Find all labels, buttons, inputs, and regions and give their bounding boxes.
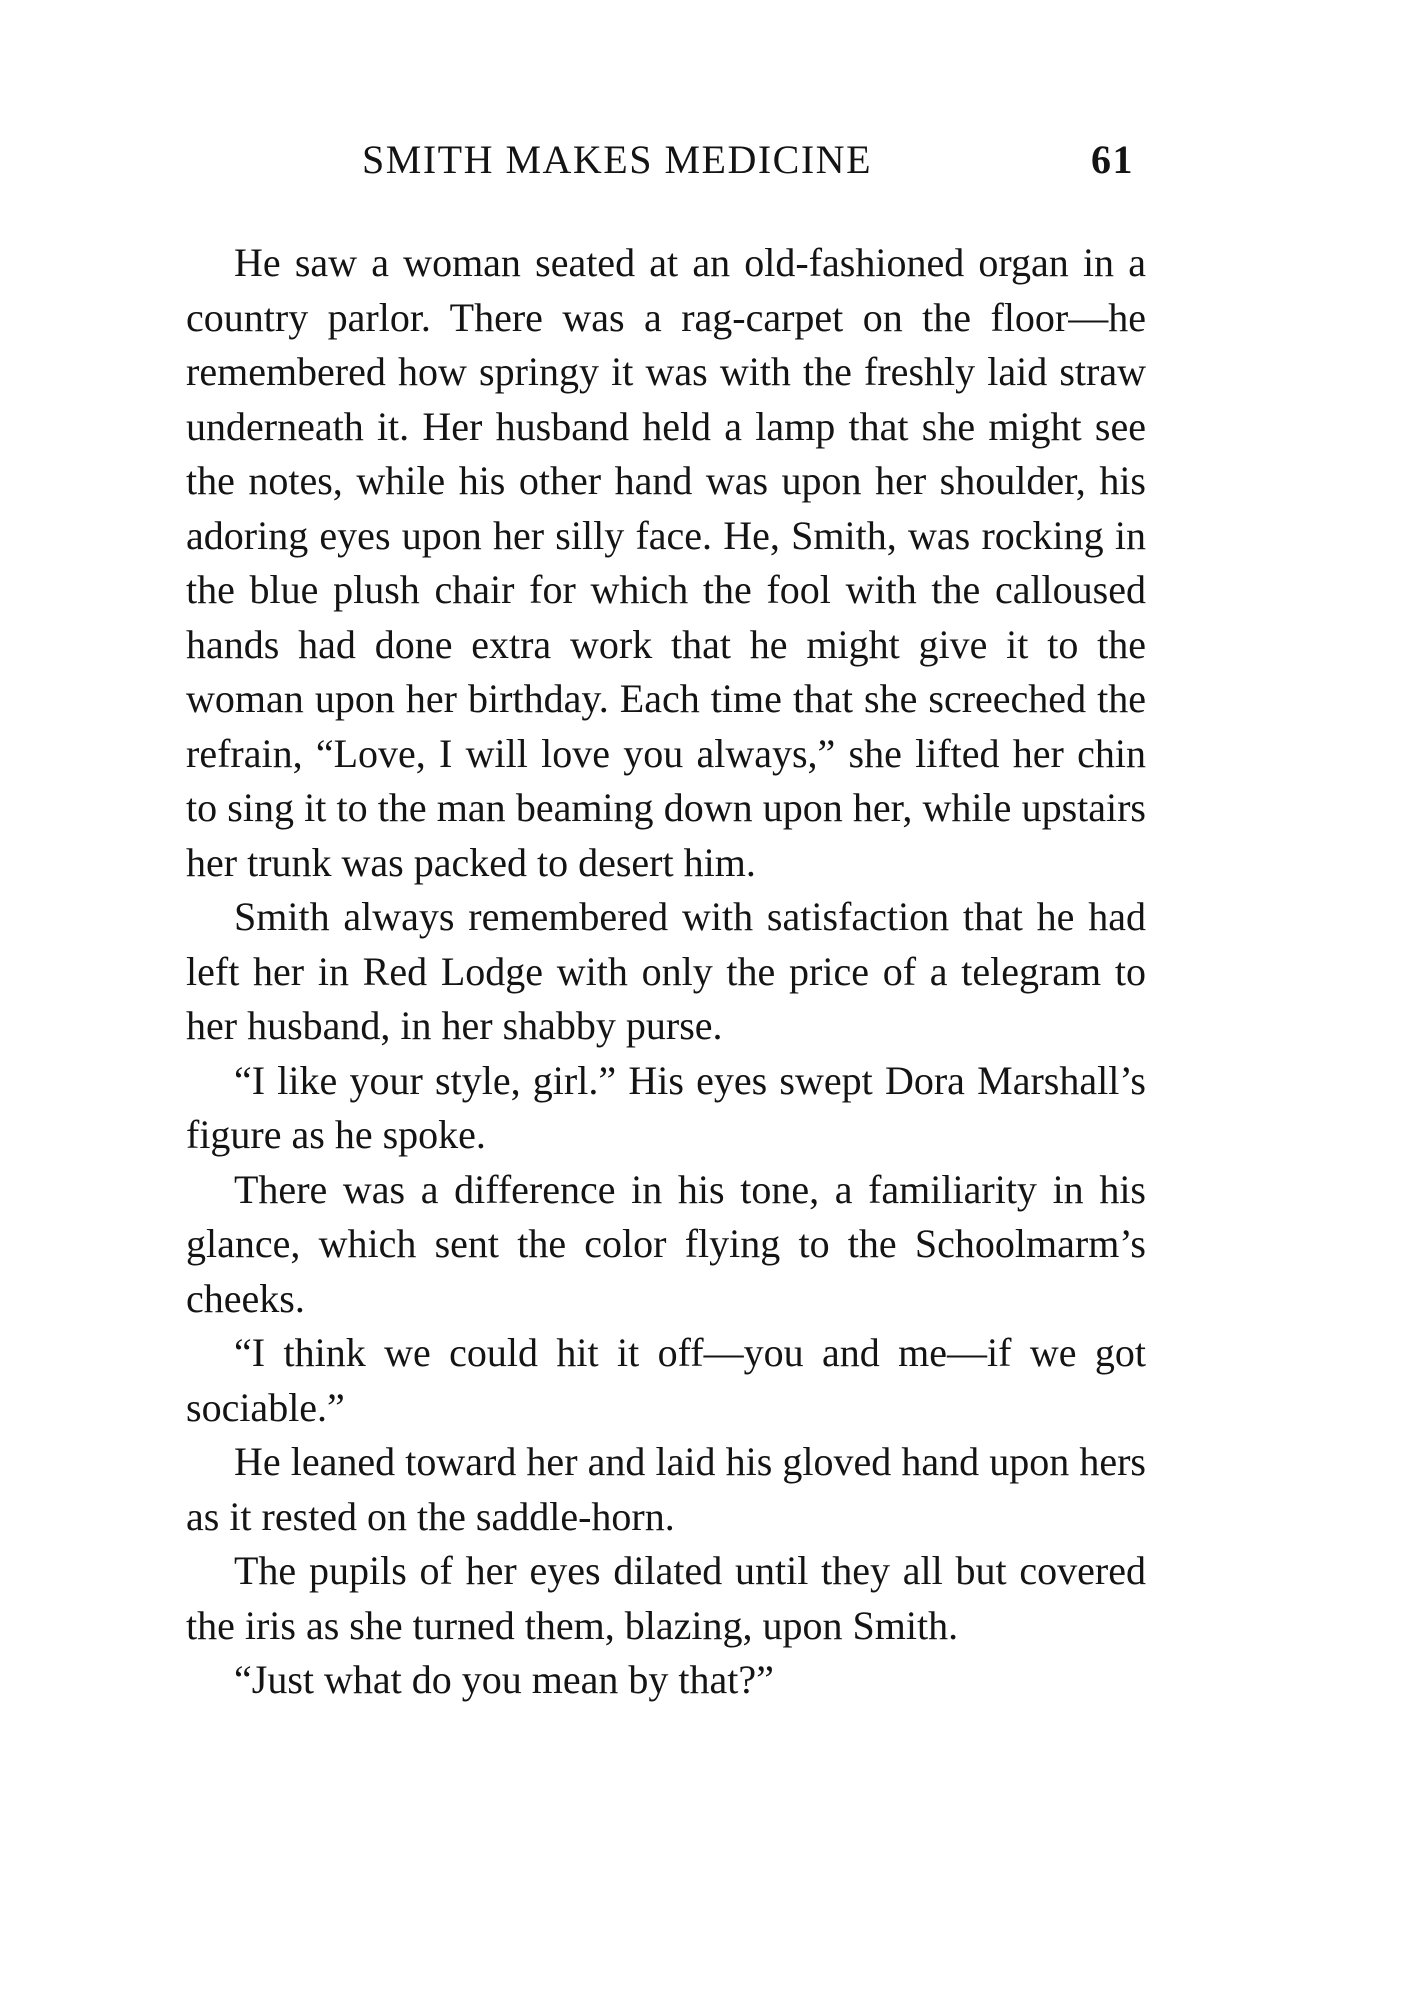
paragraph: “Just what do you mean by that?” xyxy=(234,1657,774,1702)
running-header xyxy=(186,136,1146,196)
paragraph: He leaned toward her and laid his gloved hand upon hers as it rested on the saddle-horn. xyxy=(186,1439,1146,1539)
page-number: 61 xyxy=(1091,137,1134,182)
paragraph: “I think we could hit it off—you and me—if we got sociable.” xyxy=(186,1330,1146,1430)
paragraph: He saw a woman seated at an old-fashioned organ in a country parlor. There was a rag-carpet on the floor—he remembered how springy it was with the freshly laid straw underneath it. Her husband held a lamp that she might see the notes, while his other hand was upon her shoulder, his adoring eyes upon her silly face. He, Smith, was rocking in the blue plush chair for which the fool with the calloused hands had done extra work that he might give it to the woman upon her birthday. Each time that she screeched the refrain, “Love, I will love you always,” she lifted her chin to sing it to the man beaming down upon her, while upstairs her trunk was packed to desert him. xyxy=(186,240,1146,885)
running-title: SMITH MAKES MEDICINE xyxy=(362,137,872,182)
paragraph: Smith always remembered with satisfaction that he had left her in Red Lodge with only the price of a telegram to her husband, in her shabby purse. xyxy=(186,894,1146,1048)
paragraph: The pupils of her eyes dilated until they all but covered the iris as she turned them, blazing, upon Smith. xyxy=(186,1548,1146,1648)
body-text xyxy=(186,236,1146,1708)
paragraph: There was a difference in his tone, a familiarity in his glance, which sent the color flying to the Schoolmarm’s cheeks. xyxy=(186,1166,1146,1321)
paragraph: “I like your style, girl.” His eyes swept Dora Marshall’s figure as he spoke. xyxy=(186,1057,1146,1157)
